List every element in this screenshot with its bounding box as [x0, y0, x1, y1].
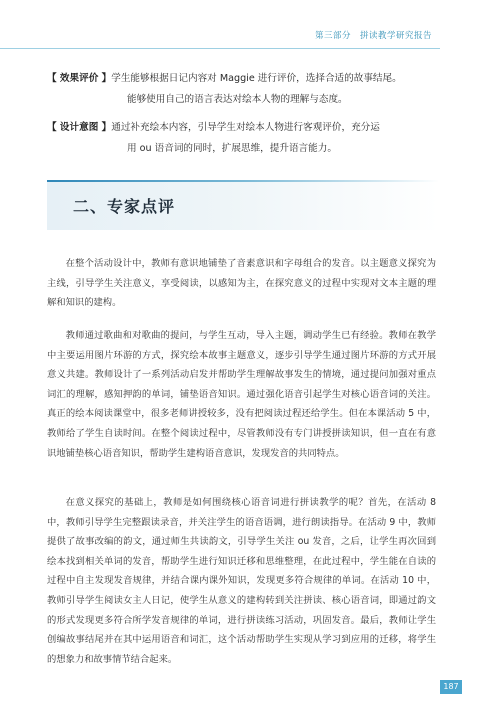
section-title: 二、专家点评	[73, 197, 176, 216]
body-paragraph-2: 教师通过歌曲和对歌曲的提问，与学生互动，导入主题，调动学生已有经验。教师在教学中主要运用图片环游的方式，探究绘本故事主题意义，逐步引导学生通过图片环游的方式开展意义共建。教师设计了一系列活动启发并帮助学生理解故事发生的情境，通过提问加强对重点词汇的理解，感知押韵的单词，铺垫语音知识。通过强化语音引起学生对核心语音词的关注。真正的绘本阅读课堂中，很多老师讲授较多，没有把阅读过程还给学生。但在本课活动 5 中，教师给了学生自读时间。在整个阅读过程中，尽管教师没有专门讲授拼读知识，但一直在有意识地铺垫核心语音知识，帮助学生建构语音意识，发现发音的共同特点。	[47, 330, 436, 459]
effect-evaluation-tag: 【 效果评价 】	[47, 73, 112, 84]
design-intent-block	[47, 117, 442, 159]
body-paragraph-3: 在意义探究的基础上，教师是如何围绕核心语音词进行拼读教学的呢？首先，在活动 8 中，教师引导学生完整跟读录音，并关注学生的语音语调，进行朗读指导。在活动 9 中，教师提供了故事改编的韵文，通过师生共读韵文，引导学生关注 ou 发音，之后，让学生再次回到绘本找到相关单词的发音，帮助学生进行知识迁移和思维整理，在此过程中，学生能在自读的过程中自主发现发音规律，并结合课内课外知识，发现更多符合规律的单词。在活动 10 中，教师引导学生阅读女主人日记，使学生从意义的建构转到关注拼读、核心语音词，即通过韵文的形式发现更多符合所学发音规律的单词，进行拼读练习活动，巩固发音。最后，教师让学生创编故事结尾并在其中运用语音和词汇，这个活动帮助学生实现从学习到应用的迁移，将学生的想象力和故事情节结合起来。	[47, 497, 436, 665]
design-intent-line2: 用 ou 语音词的同时，扩展思维，提升语言能力。	[127, 143, 337, 154]
design-intent-tag: 【 设计意图 】	[47, 122, 112, 133]
header-rule	[0, 48, 440, 49]
body-paragraph-1: 在整个活动设计中，教师有意识地铺垫了音素意识和字母组合的发音。以主题意义探究为主线，引导学生关注意义，享受阅读，以感知为主，在探究意义的过程中实现对文本主题的理解和知识的建构。	[47, 258, 436, 309]
header-title: 第三部分 拼读教学研究报告	[314, 31, 432, 41]
effect-evaluation-block	[47, 68, 442, 110]
effect-evaluation-line2: 能够使用自己的语言表达对绘本人物的理解与态度。	[127, 94, 348, 105]
effect-evaluation-line1: 学生能够根据日记内容对 Maggie 进行评价，选择合适的故事结尾。	[111, 73, 402, 84]
section-heading-banner	[47, 180, 439, 230]
section-heading-rule	[47, 180, 439, 182]
design-intent-line1: 通过补充绘本内容，引导学生对绘本人物进行客观评价，充分运	[111, 122, 380, 133]
running-header	[0, 0, 480, 62]
page-number: 187	[440, 680, 462, 694]
